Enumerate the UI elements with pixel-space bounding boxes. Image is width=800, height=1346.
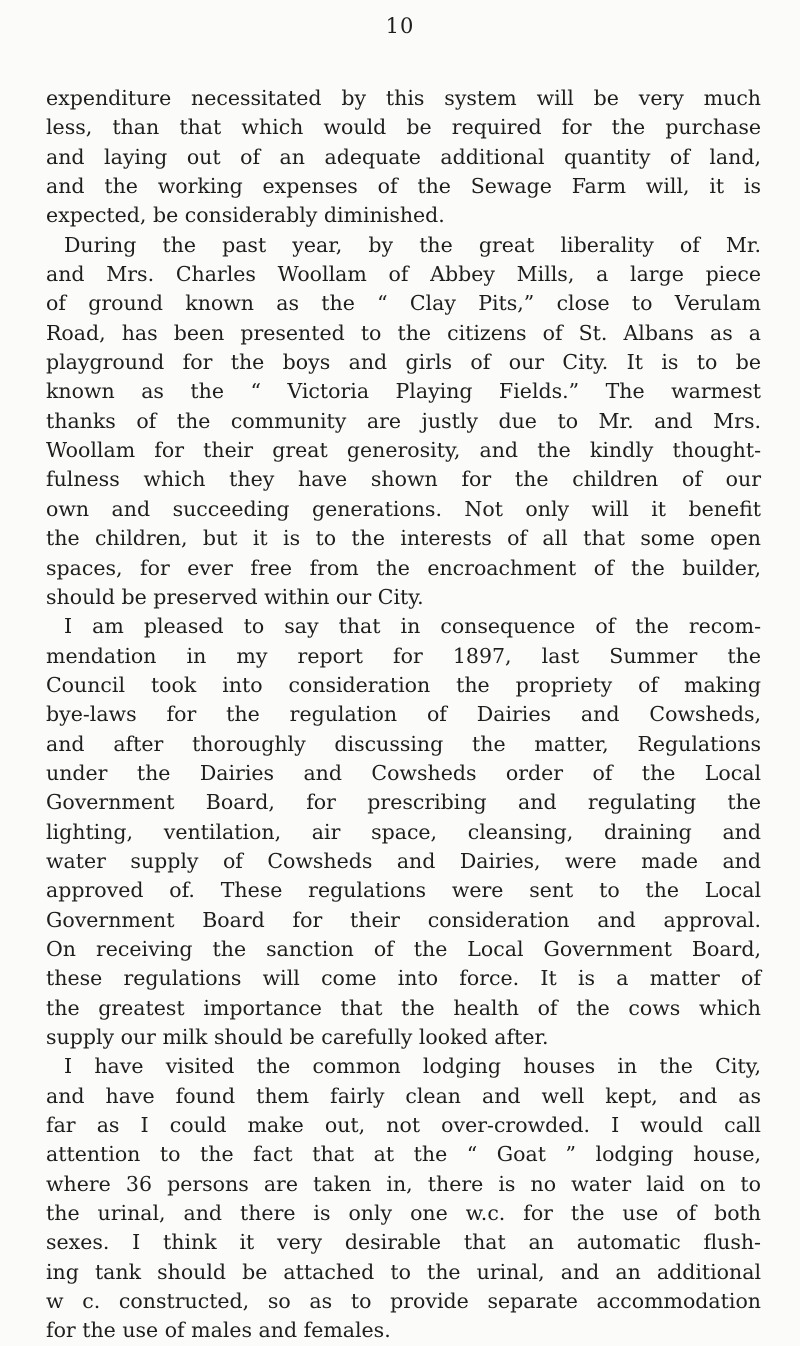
text-line: I am pleased to say that in consequence of the recom-	[64, 614, 761, 639]
text-line: should be preserved within our City.	[46, 584, 424, 609]
text-line: supply our milk should be carefully looked after.	[46, 1025, 549, 1049]
text-line: w c. constructed, so as to provide separate accommodation	[46, 1289, 761, 1314]
text-line: less, than that which would be required for the purchase	[46, 115, 761, 140]
text-line: where 36 persons are taken in, there is no water laid on to	[46, 1171, 761, 1196]
text-line: of ground known as the “ Clay Pits,” close to Verulam	[46, 291, 761, 316]
text-line: own and succeeding generations. Not only will it benefit	[46, 496, 761, 521]
text-line: I have visited the common lodging houses in the City,	[64, 1054, 761, 1079]
text-line: and have found them fairly clean and well kept, and as	[46, 1083, 761, 1108]
text-line: far as I could make out, not over-crowded. I would call	[46, 1113, 761, 1138]
text-line: During the past year, by the great liberality of Mr.	[64, 232, 761, 257]
text-line: Government Board for their consideration and approval.	[46, 907, 761, 932]
text-line: Road, has been presented to the citizens of St. Albans as a	[46, 320, 761, 345]
text-line: sexes. I think it very desirable that an automatic flush-	[46, 1230, 761, 1255]
text-line: Woollam for their great generosity, and the kindly thought-	[46, 438, 761, 463]
text-line: the urinal, and there is only one w.c. for the use of both	[46, 1201, 761, 1226]
text-line: Council took into consideration the propriety of making	[46, 672, 761, 697]
text-line: and Mrs. Charles Woollam of Abbey Mills, a large piece	[46, 262, 761, 287]
text-line: mendation in my report for 1897, last Summer the	[46, 643, 761, 668]
text-line: fulness which they have shown for the children of our	[46, 467, 761, 492]
text-line: On receiving the sanction of the Local Government Board,	[46, 936, 761, 961]
text-line: the greatest importance that the health of the cows which	[46, 995, 761, 1020]
paragraph	[46, 612, 761, 1052]
text-line: playground for the boys and girls of our City. It is to be	[46, 350, 761, 375]
text-line: the children, but it is to the interests of all that some open	[46, 526, 761, 551]
text-line: attention to the fact that at the “ Goat ” lodging house,	[46, 1142, 761, 1167]
text-line: for the use of males and females.	[46, 1318, 391, 1343]
paragraph	[46, 231, 761, 612]
text-line: ing tank should be attached to the urinal, and an additional	[46, 1259, 761, 1284]
text-line: spaces, for ever free from the encroachment of the builder,	[46, 555, 761, 580]
text-line: and laying out of an adequate additional quantity of land,	[46, 144, 761, 169]
text-line: under the Dairies and Cowsheds order of the Local	[46, 760, 761, 785]
text-line: expected, be considerably diminished.	[46, 203, 445, 228]
paragraph	[46, 1052, 761, 1345]
text-line: water supply of Cowsheds and Dairies, were made and	[46, 848, 761, 873]
text-line: Government Board, for prescribing and regulating the	[46, 790, 761, 815]
body-text	[46, 84, 761, 1346]
page-number: 10	[385, 14, 415, 38]
text-line: and after thoroughly discussing the matter, Regulations	[46, 731, 761, 756]
text-line: lighting, ventilation, air space, cleansing, draining and	[46, 819, 761, 844]
text-line: bye-laws for the regulation of Dairies and Cowsheds,	[46, 702, 761, 727]
paragraph	[46, 84, 761, 231]
text-line: thanks of the community are justly due to Mr. and Mrs.	[46, 408, 761, 433]
text-line: approved of. These regulations were sent to the Local	[46, 878, 761, 903]
text-line: and the working expenses of the Sewage Farm will, it is	[46, 174, 761, 199]
text-line: known as the “ Victoria Playing Fields.” The warmest	[46, 379, 761, 404]
text-line: expenditure necessitated by this system will be very much	[46, 86, 761, 110]
text-line: these regulations will come into force. It is a matter of	[46, 966, 761, 991]
